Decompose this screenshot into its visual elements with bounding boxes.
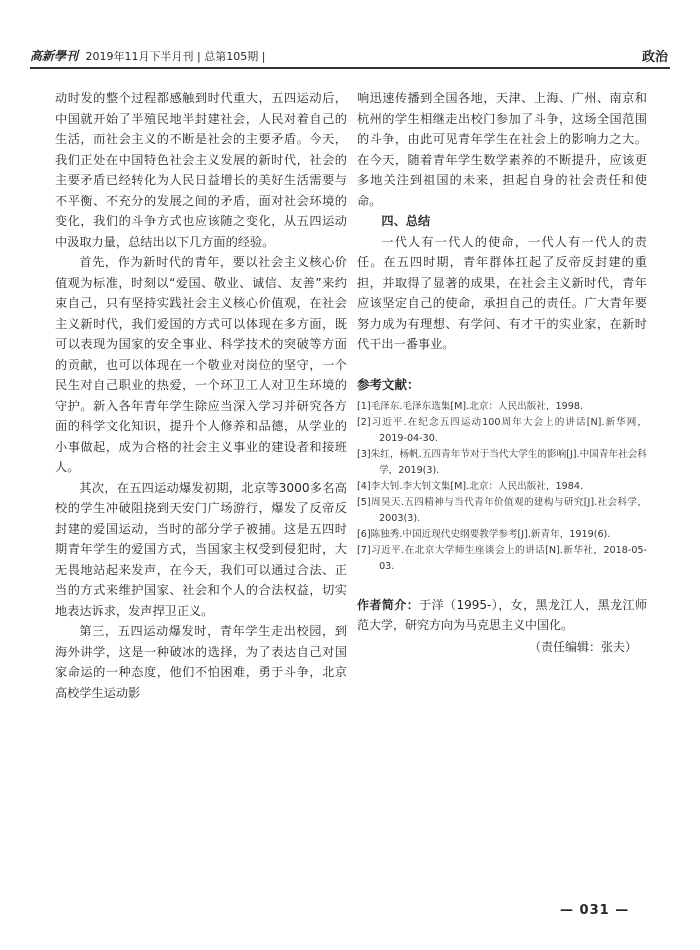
paragraph: 其次，在五四运动爆发初期，北京等3000多名高校的学生冲破阻挠到天安门广场游行，爆发了反帝反封建的爱国运动，当时的部分学子被捕。这是五四时期青年学生的爱国方式，当国家主权受到侵犯时，大无畏地站起来发声，在今天，我们可以通过合法、正当的方式来维护国家、社会和个人的合法权益，切实地表达诉求，发声捍卫正义。 [55,480,347,618]
header-left [30,47,265,64]
right-column [357,88,647,658]
editor-note: （责任编辑：张夫） [528,640,637,654]
reference-item: [6]陈独秀.中国近现代史纲要教学参考[J].新青年，1919(6). [357,529,611,540]
reference-item: [3]朱红，杨帆.五四青年节对于当代大学生的影响[J].中国青年社会科学，2019(3). [357,449,647,476]
left-column [55,88,347,703]
section-heading: 四、总结 [381,214,431,228]
paragraph: 动时发的整个过程都感触到时代重大，五四运动后，中国就开始了半殖民地半封建社会，人民对着自己的生活，而社会主义的不断是社会的主要矛盾。今天，我们正处在中国特色社会主义发展的新时代，社会的主要矛盾已经转化为人民日益增长的美好生活需要与不平衡、不充分的发展之间的矛盾，面对社会环境的变化，我们的斗争方式也应该随之变化，从五四运动中汲取力量，总结出以下几方面的经验。 [55,91,347,249]
reference-item: [1]毛泽东.毛泽东选集[M].北京：人民出版社，1998. [357,401,584,412]
paragraph: 第三，五四运动爆发时，青年学生走出校园，到海外讲学，这是一种破冰的选择，为了表达自己对国家命运的一种态度，他们不怕困难，勇于斗争，北京高校学生运动影 [55,624,347,700]
paragraph: 响迅速传播到全国各地，天津、上海、广州、南京和杭州的学生相继走出校门参加了斗争，这场全国范围的斗争，由此可见青年学生在社会上的影响力之大。在今天，随着青年学生数学素养的不断提升，应该更多地关注到祖国的未来，担起自身的社会责任和使命。 [357,91,647,208]
author-text: 于洋（1995-），女，黑龙江人，黑龙江师范大学，研究方向为马克思主义中国化。 [357,598,647,632]
reference-item: [7]习近平.在北京大学师生座谈会上的讲话[N].新华社，2018-05-03. [357,545,647,572]
author-bio [357,595,647,635]
reference-item: [2]习近平.在纪念五四运动100周年大会上的讲话[N].新华网，2019-04-30. [357,417,647,444]
page-number: — 031 — [560,903,630,918]
journal-logo: 高新學刊 [30,49,79,63]
reference-item: [5]周昊天.五四精神与当代青年价值观的建构与研究[J].社会科学，2003(3). [357,497,647,524]
issue-info: 2019年11月下半月刊 | 总第105期 | [85,50,266,63]
references-list [357,399,647,575]
author-label: 作者简介： [357,598,420,612]
section-label: 政治 [641,50,668,65]
paragraph: 首先，作为新时代的青年，要以社会主义核心价值观为标准，时刻以“爱国、敬业、诚信、友善”来约束自己，只有坚持实践社会主义核心价值观，在社会主义新时代，我们爱国的方式可以体现在多方面，既可以表现为国家的安全事业、科学技术的突破等方面的贡献，也可以体现在一个敬业对岗位的坚守，一个民生对自己职业的热爱，一个环卫工人对卫生环境的守护。新入各年青年学生除应当深入学习并研究各方面的科学文化知识，提升个人修养和品德，从学业的小事做起，成为合格的社会主义事业的建设者和接班人。 [55,255,347,474]
paragraph: 一代人有一代人的使命，一代人有一代人的责任。在五四时期，青年群体扛起了反帝反封建的重担，并取得了显著的成果，在社会主义新时代，青年应该坚定自己的使命，承担自己的责任。广大青年要努力成为有理想、有学问、有才干的实业家，在新时代干出一番事业。 [357,234,647,351]
running-header [30,45,670,69]
references-title: 参考文献： [357,376,420,392]
reference-item: [4]李大钊.李大钊文集[M].北京：人民出版社，1984. [357,481,584,492]
